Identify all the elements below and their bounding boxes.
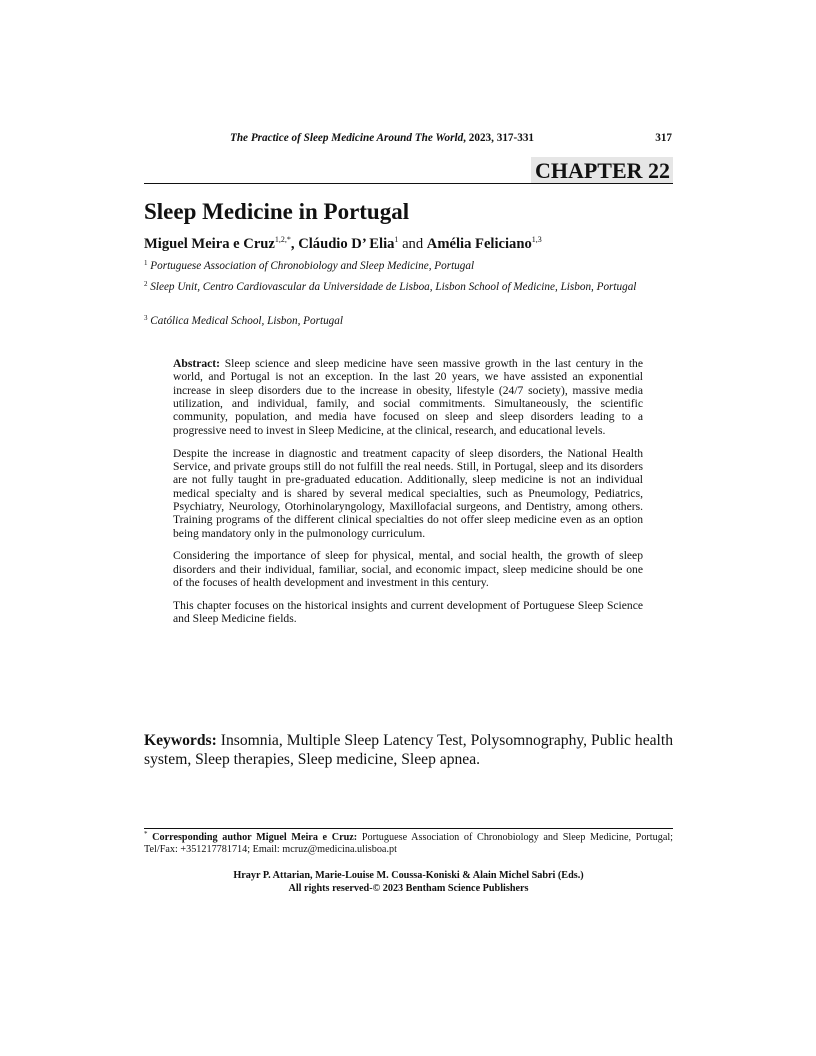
abstract-paragraph	[173, 357, 643, 437]
affiliation-text: Sleep Unit, Centro Cardiovascular da Universidade de Lisboa, Lisbon School of Medicine, Lisbon, Portugal	[150, 281, 637, 293]
affiliation	[144, 280, 673, 294]
abstract-paragraph: Considering the importance of sleep for physical, mental, and social health, the growth of sleep disorders and their individual, familiar, social, and economic impact, sleep medicine should be one of the focuses of health development and investment in this century.	[173, 549, 643, 590]
affiliation-marker: 1	[144, 259, 148, 267]
author-name: Amélia Feliciano	[426, 236, 532, 252]
footnote-marker: *	[144, 830, 148, 838]
affiliation-text: Portuguese Association of Chronobiology and Sleep Medicine, Portugal	[150, 260, 475, 272]
keywords-text: Insomnia, Multiple Sleep Latency Test, Polysomnography, Public health system, Sleep therapies, Sleep medicine, Sleep apnea.	[144, 732, 674, 768]
running-header	[230, 132, 672, 144]
affiliation-text: Católica Medical School, Lisbon, Portugal	[150, 315, 343, 327]
abstract-text: Sleep science and sleep medicine have seen massive growth in the last century in the world, and Portugal is not an exception. In the last 20 years, we have assisted an exponential increase in sleep disorders due to the increase in obesity, lifestyle (24/7 society), massive media utilization, and individual, family, and social commitments. Simultaneously, the scientific community, population, and media have focused on sleep and sleep disorders leading to a progressive need to invest in Sleep Medicine, at the clinical, research, and educational levels.	[173, 357, 643, 437]
author-name: Cláudio D’ Elia	[298, 236, 395, 252]
affiliation-marker: 3	[144, 314, 148, 322]
keywords	[144, 732, 673, 769]
affiliation	[144, 259, 673, 273]
header-divider	[144, 183, 673, 184]
author-name: Miguel Meira e Cruz	[144, 236, 275, 252]
footnote-text: Portuguese Association of Chronobiology and Sleep Medicine, Portugal; Tel/Fax: +351217781714; Email: mcruz@medicina.ulisboa.pt	[144, 832, 673, 856]
author-separator: and	[398, 236, 427, 252]
abstract-label: Abstract:	[173, 357, 221, 370]
editors-line: Hrayr P. Attarian, Marie-Louise M. Coussa-Koniski & Alain Michel Sabri (Eds.)	[233, 870, 584, 881]
author-affiliation-marker: 1	[394, 235, 399, 244]
journal-title: The Practice of Sleep Medicine Around The World	[230, 132, 464, 144]
footnote	[144, 832, 673, 856]
abstract-paragraph: Despite the increase in diagnostic and treatment capacity of sleep disorders, the National Health Service, and private groups still do not fulfill the real needs. Still, in Portugal, sleep and its disorders are not fully taught in pre-graduated education. Additionally, sleep medicine is not an individual medical specialty and is shared by several medical specialties, such as Pneumology, Pediatrics, Psychiatry, Neurology, Otorhinolaryngology, Maxillofacial surgeons, and Dentistry, among others. Training programs of the different clinical specialties do not offer sleep medicine even as an option being mandatory only in the pulmonology curriculum.	[173, 446, 643, 540]
chapter-label: CHAPTER 22	[531, 157, 673, 184]
page-number: 317	[655, 132, 672, 144]
author-separator: ,	[290, 236, 299, 252]
author-list	[144, 235, 542, 253]
author-affiliation-marker: 1,2,*	[274, 235, 291, 244]
publisher-info	[144, 870, 673, 895]
abstract	[173, 357, 643, 635]
journal-citation: , 2023, 317-331	[463, 132, 535, 144]
affiliation	[144, 314, 673, 328]
keywords-label: Keywords:	[144, 732, 217, 749]
footnote-label: Corresponding author Miguel Meira e Cruz:	[152, 832, 358, 843]
abstract-paragraph: This chapter focuses on the historical insights and current development of Portuguese Sleep Science and Sleep Medicine fields.	[173, 599, 643, 626]
affiliation-marker: 2	[144, 280, 148, 288]
copyright-line: All rights reserved-© 2023 Bentham Science Publishers	[288, 882, 529, 894]
footnote-divider	[144, 828, 673, 829]
author-affiliation-marker: 1,3	[531, 235, 542, 244]
chapter-title: Sleep Medicine in Portugal	[144, 199, 410, 224]
